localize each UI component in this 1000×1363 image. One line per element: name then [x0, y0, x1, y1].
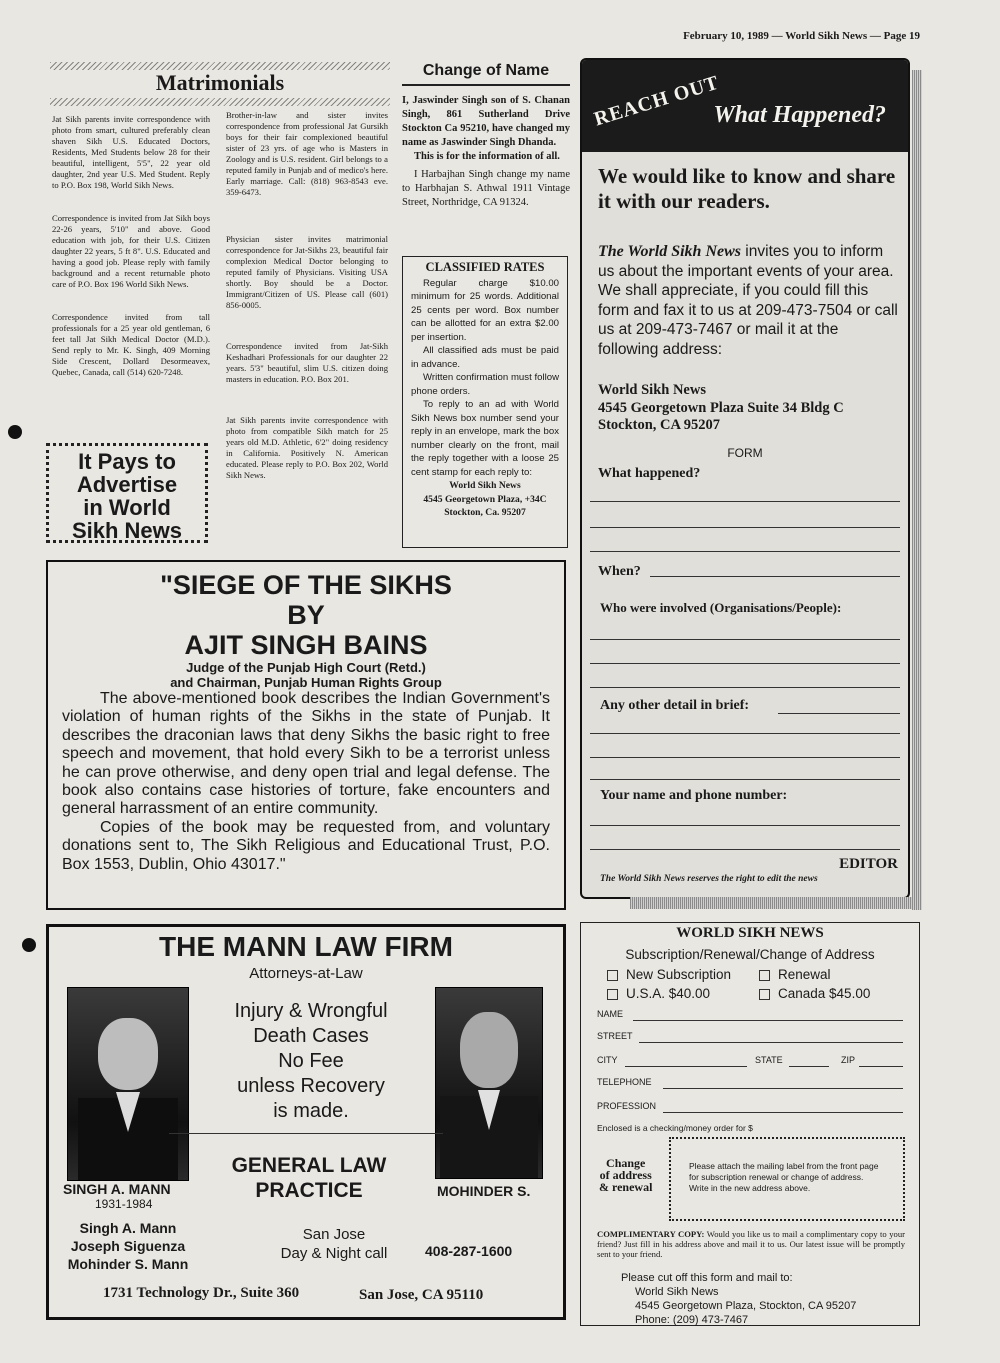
field-label: STATE	[755, 1055, 783, 1065]
reach-address: 4545 Georgetown Plaza Suite 34 Bldg C	[598, 399, 844, 416]
name-field[interactable]	[597, 1009, 903, 1023]
when-input[interactable]	[650, 576, 900, 577]
form-label: FORM	[727, 446, 763, 460]
mann-claim: No Fee	[278, 1050, 344, 1072]
field-label: ZIP	[841, 1055, 856, 1065]
field-label: NAME	[597, 1009, 624, 1019]
portrait-right	[435, 987, 543, 1179]
name-change-notice: I Harbajhan Singh change my name to Harbhajan S. Athwal 1911 Vintage Street, Northridge, CA 91324.	[402, 169, 570, 208]
matrimonial-ad: Brother-in-law and sister invites correspondence from professional Jat Gursikh boys for their fair complexioned beautiful sister of 23 yrs. of age who is Masters in Zoology and is U.S. resident. Girl belongs to a reputed family in Punjab and of medico's here. Early marriage. Call: (818) 963-8543 eve. 359-6473.	[226, 110, 388, 197]
option-label: U.S.A. $40.00	[626, 986, 711, 1001]
matrimonial-ad: Jat Sikh parents invite correspondence with photo from smart, cultured preferably clean shaven Sikh U.S. Educated Doctors, Residents, Med Students below 28 for their beautiful, intelligent, 5'5", 22 year old daughter, 2nd year U.S. Med Student. Reply to P.O. Box 198, World Sikh News.	[52, 114, 210, 190]
panel-shadow	[912, 70, 922, 910]
punch-hole	[8, 425, 22, 439]
left-name: SINGH A. MANN	[63, 1181, 171, 1197]
panel-shadow	[630, 897, 922, 909]
editor-label: EDITOR	[839, 856, 898, 872]
change-label: Change	[606, 1156, 646, 1170]
mailing-label-box	[669, 1137, 905, 1221]
siege-title: AJIT SINGH BAINS	[184, 630, 428, 660]
change-label: & renewal	[599, 1180, 653, 1194]
matrimonial-ad: Jat Sikh parents invite correspondence with photo from compatible Sikh match for 25 years old M.D. Athletic, 6'2" doing residency in California. Positively N. American educated. Please reply to P.O. Box 202, World Sikh News.	[226, 415, 388, 480]
matrimonial-ad: Physician sister invites matrimonial correspondence for Jat-Sikhs 23, beautiful fair complexion Medical Doctor belonging to reputed family of Physicians. Visiting USA shortly. Boy should be a Doctor. Immigrant/Citizen of US. Please call (601) 856-0005.	[226, 234, 388, 310]
option-label: Canada $45.00	[778, 986, 871, 1001]
reach-out-text: REACH OUT	[591, 71, 722, 131]
classified-address: Stockton, Ca. 95207	[444, 507, 526, 518]
classified-title: CLASSIFIED RATES	[425, 260, 545, 274]
matrimonials-col2	[226, 110, 388, 503]
classified-address: World Sikh News	[449, 480, 521, 491]
advertise-line: It Pays to	[78, 449, 176, 474]
subscription-title: WORLD SIKH NEWS	[676, 925, 824, 941]
right-name: MOHINDER S.	[437, 1183, 531, 1199]
editor-note: The World Sikh News reserves the right to edit the news	[600, 874, 818, 884]
q-other-detail: Any other detail in brief:	[600, 698, 750, 713]
matrimonial-ad: Correspondence invited from Jat-Sikh Keshadhari Professionals for our daughter 22 years. 5'3" beautiful, slim U.S. citizen doing masters in education. P.O. Box 201.	[226, 341, 388, 384]
matrimonials-title: Matrimonials	[155, 70, 285, 95]
field-label: CITY	[597, 1055, 618, 1065]
reach-out-panel	[580, 58, 910, 899]
siege-author-title: Judge of the Punjab High Court (Retd.)	[186, 660, 426, 675]
mann-claim: unless Recovery	[237, 1075, 385, 1097]
matrimonials-col1	[52, 114, 210, 400]
page-header: February 10, 1989 — World Sikh News — Page 19	[683, 30, 920, 42]
reach-body-paper: The World Sikh News	[598, 243, 741, 260]
reach-address: Stockton, CA 95207	[598, 417, 721, 433]
change-label: of address	[599, 1168, 652, 1182]
reach-body	[598, 242, 898, 359]
complimentary-text: Would you like us to mail a complimentary copy to your friend? Just fill in his address above and mail it to us. Our latest issue will be promptly sent to your friend.	[597, 1229, 905, 1259]
name-change-notice: This is for the information of all.	[414, 151, 560, 162]
field-label: Enclosed is a checking/money order for $	[597, 1123, 753, 1133]
siege-title: "SIEGE OF THE SIKHS	[160, 570, 452, 600]
classified-paragraph: Regular charge $10.00 minimum for 25 words. Additional 25 cents per word. Box number can be allotted for an extra $2.00 per insertion.	[411, 277, 559, 343]
attorney-name: Singh A. Mann	[79, 1220, 177, 1236]
complimentary-heading: COMPLIMENTARY COPY:	[597, 1229, 705, 1239]
field-label: PROFESSION	[597, 1101, 657, 1111]
siege-title: BY	[287, 600, 325, 630]
field-label: TELEPHONE	[597, 1077, 652, 1087]
mann-law-ad	[46, 924, 566, 1320]
classified-paragraph: Written confirmation must follow phone orders.	[411, 372, 559, 397]
reach-out-banner	[582, 60, 908, 152]
mann-claim: Death Cases	[253, 1025, 369, 1047]
siege-ad	[46, 560, 566, 910]
subscription-subtitle: Subscription/Renewal/Change of Address	[625, 947, 875, 962]
reach-address: World Sikh News	[598, 382, 706, 398]
siege-paragraph: The above-mentioned book describes the Indian Government's violation of human rights of the Sikhs in the state of Punjab. It describes the draconian laws that deny Sikhs the basic right to free speech and movement, that hold every Sikh to be a terrorist unless he can prove otherwise, and deny open trial and legal defense. The book also contains case histories of torture, fake encounters and general harrassment of an entire community.	[62, 690, 550, 818]
option-label: Renewal	[778, 967, 831, 982]
mann-call: Day & Night call	[280, 1245, 388, 1262]
siege-paragraph: Copies of the book may be requested from, and voluntary donations sent to, The Sikh Religious and Educational Trust, P.O. Box 1553, Dublin, Ohio 43017."	[62, 818, 550, 873]
name-change-notice: I, Jaswinder Singh son of S. Chanan Singh, 861 Sutherland Drive Stockton Ca 95210, have changed my name as Jaswinder Singh Dhanda.	[402, 95, 570, 148]
q-name-phone: Your name and phone number:	[600, 788, 788, 803]
change-of-name-section	[402, 62, 570, 210]
street-field[interactable]	[597, 1031, 903, 1045]
attorney-name: Joseph Siguenza	[70, 1238, 186, 1254]
siege-author-title: and Chairman, Punjab Human Rights Group	[170, 675, 442, 690]
what-happened-text: What Happened?	[713, 102, 886, 128]
change-of-name-title: Change of Name	[402, 62, 570, 86]
classified-rates-box	[402, 256, 568, 548]
mann-claim: Injury & Wrongful	[234, 1000, 388, 1022]
advertise-line: Sikh News	[71, 518, 183, 543]
new-subscription-checkbox[interactable]	[607, 970, 618, 981]
mail-instruction: Please cut off this form and mail to:	[621, 1272, 793, 1284]
classified-paragraph: To reply to an ad with World Sikh News box number send your reply in an envelope, mark the box number clearly on the front, mail the reply together with a loose 25 cent stamp for each reply to:	[411, 399, 559, 478]
q-when: When?	[598, 564, 641, 579]
general-practice: GENERAL LAW	[231, 1154, 387, 1177]
field-label: STREET	[597, 1031, 633, 1041]
matrimonial-ad: Correspondence is invited from Jat Sikh boys 22-26 years, 5'10" and above. Good education with job, for their U.S. Citizen daughter 22 years, 5 ft 8". U.S. Educated and having a good job. Please reply with family background and a recent returnable photo care of P.O. Box 196 World Sikh News.	[52, 213, 210, 289]
subscription-form	[580, 922, 920, 1326]
mann-claim: is made.	[273, 1100, 349, 1122]
mail-address: World Sikh News	[635, 1286, 719, 1298]
reach-body-text: invites you to inform us about the important events of your area. We shall appreciate, if you could fill this form and fax it to us at 209-473-7504 or call us at 209-473-7467 or mail it at the following address:	[598, 243, 898, 358]
portrait-left	[67, 987, 189, 1181]
left-years: 1931-1984	[95, 1197, 153, 1211]
renewal-checkbox[interactable]	[759, 970, 770, 981]
general-practice: PRACTICE	[255, 1179, 363, 1202]
advertise-line: in World	[83, 495, 171, 520]
mail-address: Phone: (209) 473-7467	[635, 1314, 749, 1326]
canada-checkbox[interactable]	[759, 989, 770, 1000]
q-who: Who were involved (Organisations/People):	[600, 600, 842, 615]
city-state-zip-field[interactable]	[597, 1055, 903, 1069]
divider	[169, 1133, 443, 1134]
usa-checkbox[interactable]	[607, 989, 618, 1000]
classified-paragraph: All classified ads must be paid in advance.	[411, 345, 559, 370]
mann-address: 1731 Technology Dr., Suite 360	[103, 1285, 300, 1301]
classified-address: 4545 Georgetown Plaza, +34C	[423, 493, 547, 505]
mail-address: 4545 Georgetown Plaza, Stockton, CA 95207	[635, 1300, 857, 1312]
mann-phone: 408-287-1600	[425, 1243, 513, 1259]
telephone-field[interactable]	[597, 1077, 903, 1091]
mann-subtitle: Attorneys-at-Law	[249, 965, 363, 982]
punch-hole	[22, 938, 36, 952]
reach-lead: We would like to know and share it with our readers.	[598, 164, 896, 213]
advertise-line: Advertise	[76, 472, 178, 497]
q-what-happened: What happened?	[598, 466, 701, 481]
option-label: New Subscription	[626, 967, 732, 982]
enclosed-field[interactable]	[597, 1123, 903, 1137]
matrimonial-ad: Correspondence invited from tall professionals for a 25 year old gentleman, 6 feet tall Jat Sikh Medical Doctor (M.D.). Send reply to Mr. K. Singh, 409 Morning Side Crescent, Dollard Desormeavex, Quebec, Canada, call (514) 620-7248.	[52, 312, 210, 377]
label-note: Please attach the mailing label from the front page for subscription renewal or change of address. Write in the new address above.	[689, 1161, 879, 1193]
mann-address: San Jose, CA 95110	[359, 1287, 484, 1303]
advertise-box	[46, 443, 208, 543]
attorney-name: Mohinder S. Mann	[67, 1256, 189, 1272]
profession-field[interactable]	[597, 1101, 903, 1115]
mann-title: THE MANN LAW FIRM	[159, 931, 453, 962]
mann-city: San Jose	[302, 1226, 366, 1243]
